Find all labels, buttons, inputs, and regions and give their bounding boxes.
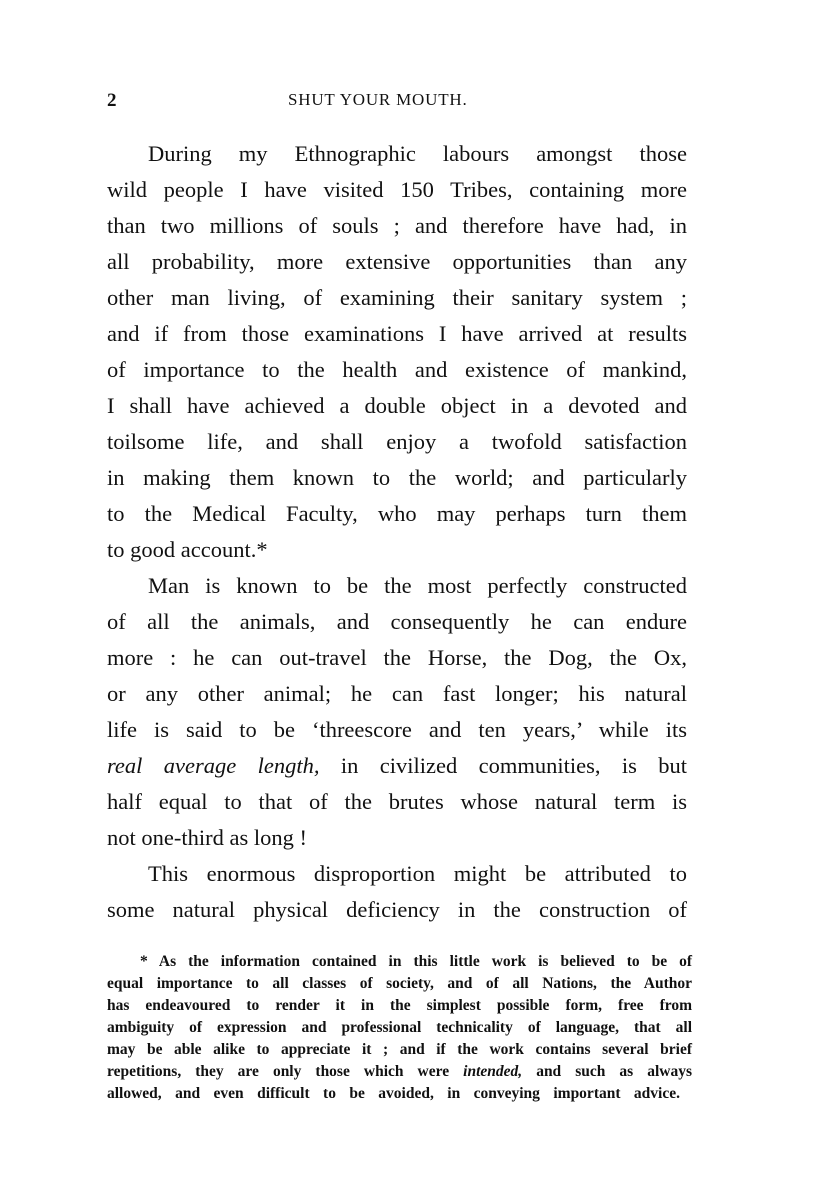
text-fragment: in civilized communities, is but bbox=[340, 753, 687, 778]
text-line: During my Ethnographic labours amongst those bbox=[148, 141, 687, 166]
text-line: half equal to that of the brutes whose natural term is bbox=[107, 789, 687, 814]
text-line: life is said to be ‘threescore and ten years,’ while its bbox=[107, 717, 687, 742]
text-line: and if from those examinations I have arrived at results bbox=[107, 321, 687, 346]
running-head: SHUT YOUR MOUTH. bbox=[288, 90, 468, 109]
text-line: to good account.* bbox=[107, 537, 268, 562]
text-line: toilsome life, and shall enjoy a twofold satisfaction bbox=[107, 429, 687, 454]
text-fragment: and such as always bbox=[536, 1063, 693, 1080]
text-line: Man is known to be the most perfectly constructed bbox=[148, 573, 687, 598]
text-line: all probability, more extensive opportunities than any bbox=[107, 249, 687, 274]
text-line: some natural physical deficiency in the construction of bbox=[107, 897, 687, 922]
footnote-line: has endeavoured to render it in the simplest possible form, free from bbox=[107, 997, 692, 1014]
text-line: or any other animal; he can fast longer; his natural bbox=[107, 681, 687, 706]
text-line: of all the animals, and consequently he can endure bbox=[107, 609, 687, 634]
text-line bbox=[107, 751, 687, 781]
text-line: of importance to the health and existence of mankind, bbox=[107, 357, 687, 382]
text-fragment: repetitions, they are only those which were bbox=[107, 1063, 450, 1080]
italic-phrase: real average length, bbox=[107, 753, 320, 778]
text-line: more : he can out-travel the Horse, the Dog, the Ox, bbox=[107, 645, 687, 670]
text-line: to the Medical Faculty, who may perhaps turn them bbox=[107, 501, 687, 526]
footnote-line: * As the information contained in this little work is believed to be of bbox=[140, 953, 692, 970]
footnote-line: allowed, and even difficult to be avoided, in conveying important advice. bbox=[107, 1085, 680, 1102]
text-line: than two millions of souls ; and therefore have had, in bbox=[107, 213, 687, 238]
footnote-line bbox=[107, 1061, 692, 1083]
page-number: 2 bbox=[107, 90, 117, 111]
text-line: I shall have achieved a double object in a devoted and bbox=[107, 393, 687, 418]
text-line: in making them known to the world; and particularly bbox=[107, 465, 687, 490]
footnote-line: equal importance to all classes of society, and of all Nations, the Author bbox=[107, 975, 692, 992]
text-line: other man living, of examining their sanitary system ; bbox=[107, 285, 687, 310]
footnote-line: may be able alike to appreciate it ; and if the work contains several brief bbox=[107, 1041, 692, 1058]
italic-word: intended, bbox=[463, 1063, 523, 1080]
text-line: not one-third as long ! bbox=[107, 825, 307, 850]
text-line: wild people I have visited 150 Tribes, containing more bbox=[107, 177, 687, 202]
text-line: This enormous disproportion might be attributed to bbox=[148, 861, 687, 886]
footnote-line: ambiguity of expression and professional technicality of language, that all bbox=[107, 1019, 692, 1036]
